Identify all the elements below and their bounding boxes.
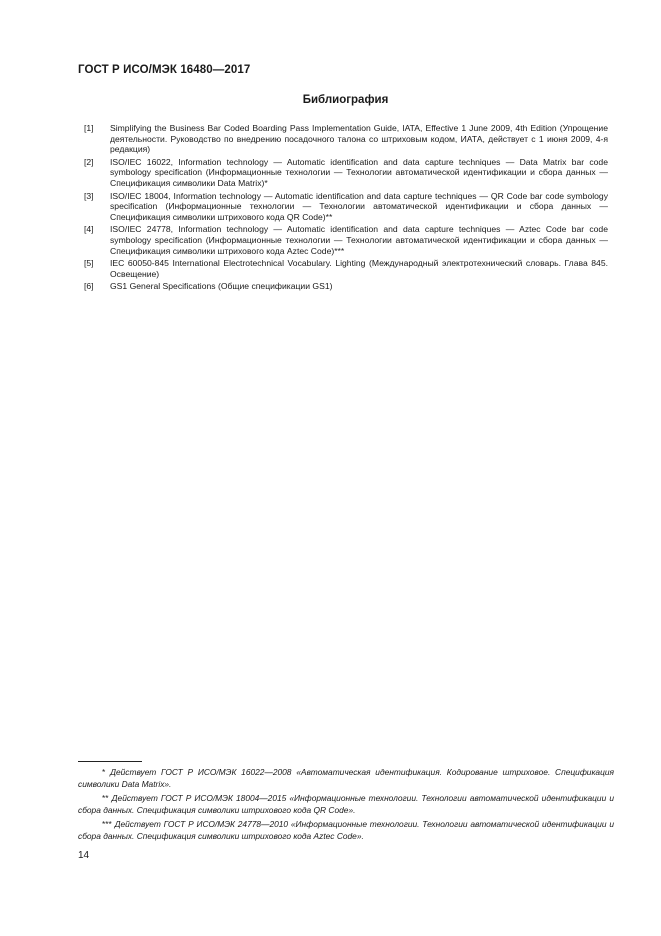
footnote-text: Действует ГОСТ Р ИСО/МЭК 18004—2015 «Информационные технологии. Технологии автоматической идентификации и сбора данных. Спецификация символики штрихового кода QR Code». — [78, 792, 615, 816]
bibliography-entry — [84, 258, 608, 279]
footnote-mark: * — [102, 767, 106, 777]
bibliography-title: Библиография — [302, 94, 389, 106]
bibliography-entry — [84, 224, 608, 256]
footnote-mark: ** — [102, 792, 109, 803]
footnote-separator — [78, 761, 142, 762]
entry-text: ISO/IEC 18004, Information technology — Automatic identification and data capture techniques — QR Code bar code symbology specification (Информационные технологии — Технологии автоматической идентификации и сбора данных — Спецификация символики штрихового кода QR Code)** — [110, 190, 608, 222]
footnote — [78, 766, 614, 791]
entry-number: [4] — [84, 224, 94, 235]
footnote — [78, 792, 614, 817]
entry-number: [3] — [84, 190, 94, 201]
bibliography-entry — [84, 191, 608, 223]
footnote-text: Действует ГОСТ Р ИСО/МЭК 16022—2008 «Автоматическая идентификация. Кодирование штриховое. Спецификация символики Data Matrix». — [78, 767, 614, 790]
entry-text: ISO/IEC 16022, Information technology — Automatic identification and data capture techniques — Data Matrix bar code symbology specification (Информационные технологии — Технологии автоматической идентификации и сбора данных — Спецификация символики Data Matrix)* — [110, 156, 608, 188]
entry-number: [2] — [84, 156, 94, 167]
page-number: 14 — [78, 850, 90, 861]
bibliography-entry — [84, 123, 608, 155]
bibliography-entry — [84, 281, 608, 292]
entry-number: [1] — [84, 123, 94, 133]
entry-text: IEC 60050-845 International Electrotechnical Vocabulary. Lighting (Международный электротехнический словарь. Глава 845. Освещение) — [110, 258, 608, 279]
bibliography-entry — [84, 157, 608, 189]
footnote — [78, 818, 614, 843]
footnote-mark: *** — [102, 818, 112, 829]
entry-text: ISO/IEC 24778, Information technology — Automatic identification and data capture techniques — Aztec Code bar code symbology specification (Информационные технологии — Технологии автоматической идентификации и сбора данных — Спецификация символики штрихового кода Aztec Code)*** — [110, 224, 608, 256]
entry-text: GS1 General Specifications (Общие спецификации GS1) — [110, 281, 333, 292]
footnotes — [78, 766, 614, 843]
footnote-text: Действует ГОСТ Р ИСО/МЭК 24778—2010 «Информационные технологии. Технологии автоматической идентификации и сбора данных. Спецификация символики штрихового кода Aztec Code». — [78, 818, 615, 842]
bibliography-list — [84, 123, 608, 294]
entry-number: [5] — [84, 258, 94, 269]
entry-text: Simplifying the Business Bar Coded Boarding Pass Implementation Guide, IATA, Effective 1 June 2009, 4th Edition (Упрощение деятельности. Руководство по внедрению посадочного талона со штриховым кодом, ИАТА, действует с 1 июня 2009, 4-я редакция) — [110, 123, 608, 155]
document-code-header: ГОСТ Р ИСО/МЭК 16480—2017 — [78, 64, 251, 76]
entry-number: [6] — [84, 281, 94, 292]
